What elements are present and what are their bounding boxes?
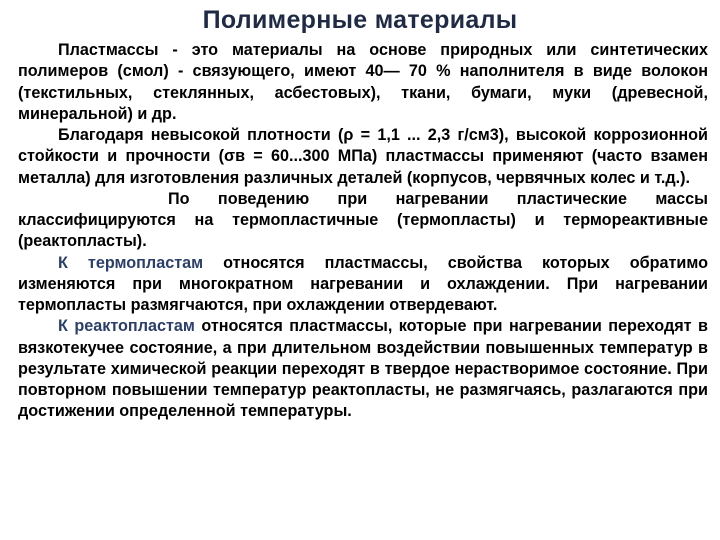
thermosets-text: относятся пластмассы, которые при нагревании переходят в вязкотекучее состояние, а при длительном воздействии повышенных температур в результате химической реакции переходят в твердое нерастворимое состояние. При повторном повышении температур реактопласты, не размягчаясь, разлагаются при достижении определенной температуры. (18, 317, 708, 421)
slide-body (18, 40, 708, 423)
slide-title: Полимерные материалы (202, 6, 518, 34)
paragraph-thermosets (18, 316, 708, 422)
term-thermosets: К реактопластам (58, 317, 195, 336)
thermoplastics-text: относятся пластмассы, свойства которых обратимо изменяются при многократном нагревании и охлаждении. При нагревании термопласты размягчаются, при охлаждении отвердевают. (18, 253, 708, 314)
paragraph-definition: Пластмассы - это материалы на основе природных или синтетических полимеров (смол) - связующего, имеют 40— 70 % наполнителя в виде волокон (текстильных, стеклянных, асбестовых), ткани, бумаги, муки (древесной, минеральной) и др. (18, 41, 708, 123)
paragraph-properties: Благодаря невысокой плотности (ρ = 1,1 ... 2,3 г/см3), высокой коррозионной стойкости и прочности (σв = 60...300 МПа) пластмассы применяют (часто взамен металла) для изготовления различных деталей (корпусов, червячных колес и т.д.). (18, 126, 708, 187)
paragraph-classification: По поведению при нагревании пластические массы классифицируются на термопластичные (термопласты) и термореактивные (реактопласты). (18, 189, 708, 251)
paragraph-thermoplastics (18, 253, 708, 317)
term-thermoplastics: К термопластам (58, 253, 204, 272)
